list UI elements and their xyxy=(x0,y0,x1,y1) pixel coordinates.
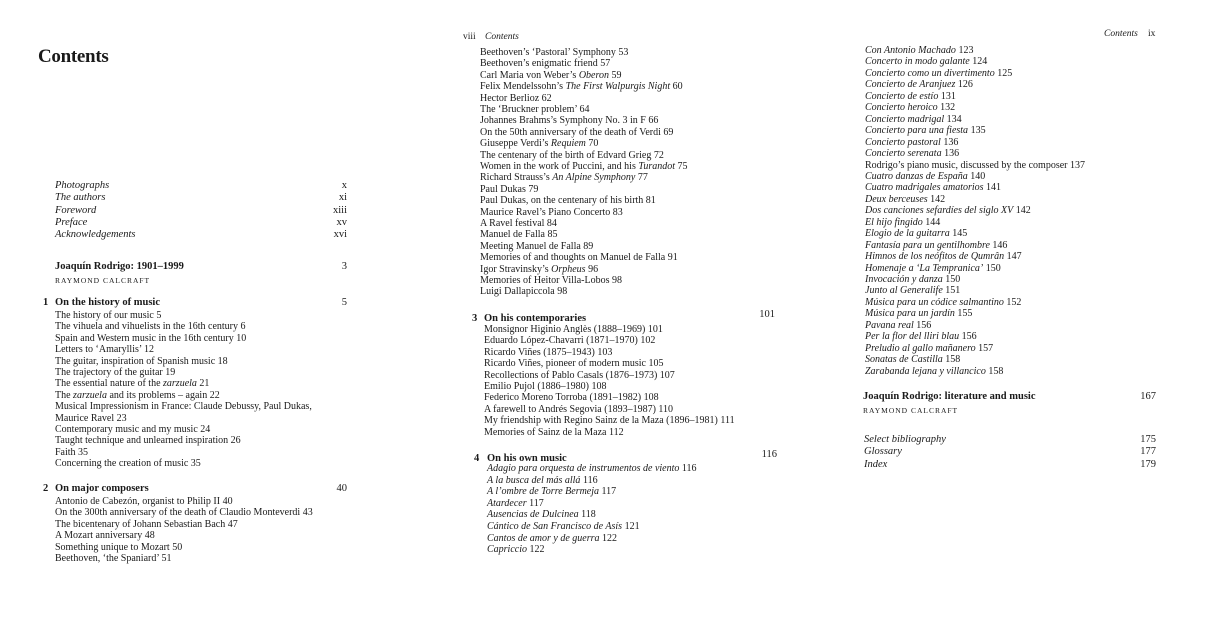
toc-entry: Hector Berlioz 62 xyxy=(480,92,552,104)
toc-entry: Rodrigo’s piano music, discussed by the composer 137 xyxy=(865,159,1085,171)
toc-entry: Musical Impressionism in France: Claude Debussy, Paul Dukas, xyxy=(55,401,312,413)
lit-title: Joaquín Rodrigo: literature and music xyxy=(863,391,1036,402)
toc-entry: Maurice Ravel’s Piano Concerto 83 xyxy=(480,206,623,218)
front-matter-page: xi xyxy=(338,192,347,204)
toc-entry: Concierto serenata 136 xyxy=(865,148,960,160)
chapter-title: On his contemporaries xyxy=(484,313,587,324)
toc-entry: Letters to ‘Amaryllis’ 12 xyxy=(55,344,154,356)
toc-entry: Johannes Brahms’s Symphony No. 3 in F 66 xyxy=(480,115,659,127)
lit-author: RAYMOND CALCRAFT xyxy=(863,406,959,415)
toc-entry: Concerning the creation of music 35 xyxy=(55,458,201,470)
toc-entry: Taught technique and unlearned inspiration 26 xyxy=(55,435,241,447)
back-matter-entry: Glossary xyxy=(864,446,902,458)
toc-entry: The trajectory of the guitar 19 xyxy=(55,367,176,378)
toc-entry: Concierto de estío 131 xyxy=(865,90,956,102)
toc-entry: Federico Moreno Torroba (1891–1982) 108 xyxy=(484,392,659,404)
toc-entry: The guitar, inspiration of Spanish music 18 xyxy=(55,355,228,367)
toc-entry: Adagio para orquesta de instrumentos de viento 116 xyxy=(487,463,697,474)
toc-entry: Cantos de amor y de guerra 122 xyxy=(487,532,617,544)
toc-entry: Zarabanda lejana y villancico 158 xyxy=(865,365,1004,377)
chapter-title: On his own music xyxy=(487,453,567,464)
toc-entry: A l’ombre de Torre Bermeja 117 xyxy=(487,486,617,498)
toc-entry: Elogio de la guitarra 145 xyxy=(865,228,968,240)
chapter-page: 101 xyxy=(759,309,775,320)
toc-entry: On the 300th anniversary of the death of Claudio Monteverdi 43 xyxy=(55,507,313,519)
toc-entry: The history of our music 5 xyxy=(55,310,162,321)
toc-entry: El hijo fingido 144 xyxy=(865,216,941,228)
intro-author: RAYMOND CALCRAFT xyxy=(55,276,151,285)
front-matter-entry: Photographs xyxy=(55,180,110,191)
toc-entry: Emilio Pujol (1886–1980) 108 xyxy=(484,381,607,392)
toc-entry: Himnos de los neófitos de Qumrân 147 xyxy=(865,251,1022,263)
front-matter-entry: Foreword xyxy=(55,204,97,216)
toc-entry: Monsignor Higinio Anglès (1888–1969) 101 xyxy=(484,324,663,335)
lit-page: 167 xyxy=(1140,391,1156,402)
page-title: Contents xyxy=(38,46,109,67)
chapter-page: 5 xyxy=(341,297,347,308)
toc-entry: Música para un códice salmantino 152 xyxy=(865,296,1022,308)
toc-entry: Concierto pastoral 136 xyxy=(865,136,959,148)
toc-entry: Recollections of Pablo Casals (1876–1973) 107 xyxy=(484,369,675,381)
running-head-page: viii xyxy=(463,32,476,42)
chapter-page: 40 xyxy=(336,483,347,494)
toc-entry: Con Antonio Machado 123 xyxy=(865,45,974,56)
toc-entry: Memories of Sainz de la Maza 112 xyxy=(484,426,624,438)
toc-entry: Ricardo Viñes, pioneer of modern music 105 xyxy=(484,358,664,370)
toc-entry: Beethoven’s ‘Pastoral’ Symphony 53 xyxy=(480,47,629,58)
toc-entry: My friendship with Regino Sainz de la Maza (1896–1981) 111 xyxy=(484,415,735,427)
intro-page: 3 xyxy=(341,261,347,272)
toc-entry: Cántico de San Francisco de Asís 121 xyxy=(487,521,640,532)
toc-entry: Invocación y danza 150 xyxy=(865,274,961,285)
toc-entry: A Ravel festival 84 xyxy=(480,218,557,229)
toc-entry: Concierto como un divertimento 125 xyxy=(865,67,1013,79)
toc-entry: Preludio al gallo mañanero 157 xyxy=(865,342,994,354)
toc-entry: Cuatro madrigales amatorios 141 xyxy=(865,182,1002,194)
chapter-number: 2 xyxy=(43,483,49,494)
toc-entry: Beethoven, ‘the Spaniard’ 51 xyxy=(55,553,172,564)
toc-entry: Contemporary music and my music 24 xyxy=(55,424,211,435)
toc-entry: Spain and Western music in the 16th century 10 xyxy=(55,332,247,344)
toc-entry: The bicentenary of Johann Sebastian Bach 47 xyxy=(55,518,238,530)
chapter-title: On the history of music xyxy=(55,297,160,308)
toc-entry: Faith 35 xyxy=(55,446,89,458)
front-matter-page: xv xyxy=(336,216,347,228)
toc-entry: Felix Mendelssohn’s The First Walpurgis Night 60 xyxy=(480,81,683,93)
front-matter-entry: The authors xyxy=(55,192,106,204)
back-matter-page: 177 xyxy=(1140,446,1156,458)
toc-entry: Manuel de Falla 85 xyxy=(480,229,558,241)
toc-entry: Giuseppe Verdi’s Requiem 70 xyxy=(480,138,599,150)
chapter-number: 1 xyxy=(43,297,49,308)
chapter-page: 116 xyxy=(761,449,777,460)
toc-entry: Concierto de Aranjuez 126 xyxy=(865,79,973,91)
running-head-title: Contents xyxy=(485,32,519,42)
toc-entry: The vihuela and vihuelists in the 16th century 6 xyxy=(55,321,246,333)
toc-entry: Fantasía para un gentilhombre 146 xyxy=(865,239,1008,251)
toc-entry: The ‘Bruckner problem’ 64 xyxy=(480,104,590,115)
back-matter-entry: Select bibliography xyxy=(864,434,946,445)
toc-entry: Women in the work of Puccini, and his Turandot 75 xyxy=(480,161,688,172)
back-matter-page: 175 xyxy=(1140,434,1156,445)
toc-entry: Concierto heroico 132 xyxy=(865,102,956,114)
toc-entry: Pavana real 156 xyxy=(865,319,932,331)
toc-entry: Paul Dukas 79 xyxy=(480,183,539,195)
back-matter-page: 179 xyxy=(1140,458,1156,470)
toc-entry: Antonio de Cabezón, organist to Philip II 40 xyxy=(55,496,233,507)
front-matter-page: xvi xyxy=(333,229,347,241)
toc-entry: Homenaje a ‘La Tempranica’ 150 xyxy=(865,262,1001,274)
toc-entry: Atardecer 117 xyxy=(487,497,544,509)
toc-entry: A Mozart anniversary 48 xyxy=(55,530,155,542)
toc-entry: Igor Stravinsky’s Orpheus 96 xyxy=(480,263,599,275)
running-head-title: Contents xyxy=(1104,29,1138,39)
toc-entry: Maurice Ravel 23 xyxy=(55,412,127,424)
toc-entry: On the 50th anniversary of the death of Verdi 69 xyxy=(480,126,674,138)
toc-entry: The centenary of the birth of Edvard Grieg 72 xyxy=(480,149,664,161)
front-matter-page: x xyxy=(341,180,347,191)
toc-entry: Luigi Dallapiccola 98 xyxy=(480,286,568,298)
toc-entry: Junto al Generalife 151 xyxy=(865,285,961,297)
toc-entry: The zarzuela and its problems – again 22 xyxy=(55,389,220,401)
toc-entry: Concerto in modo galante 124 xyxy=(865,56,988,68)
toc-entry: Capriccio 122 xyxy=(487,544,545,556)
toc-entry: Carl Maria von Weber’s Oberon 59 xyxy=(480,69,622,81)
front-matter-entry: Acknowledgements xyxy=(55,229,136,241)
chapter-title: On major composers xyxy=(55,483,149,494)
front-matter-page: xiii xyxy=(332,204,347,216)
toc-entry: Dos canciones sefardíes del siglo XV 142 xyxy=(865,205,1031,217)
toc-entry: Memories of Heitor Villa-Lobos 98 xyxy=(480,275,622,286)
toc-entry: Paul Dukas, on the centenary of his birth 81 xyxy=(480,195,656,207)
toc-entry: The essential nature of the zarzuela 21 xyxy=(55,378,210,390)
toc-entry: Eduardo López-Chavarri (1871–1970) 102 xyxy=(484,335,656,347)
toc-entry: Memories of and thoughts on Manuel de Falla 91 xyxy=(480,252,678,264)
toc-entry: Sonatas de Castilla 158 xyxy=(865,354,961,366)
toc-entry: Something unique to Mozart 50 xyxy=(55,541,183,553)
toc-entry: Deux berceuses 142 xyxy=(865,193,946,205)
intro-title: Joaquín Rodrigo: 1901–1999 xyxy=(55,261,184,272)
toc-entry: Concierto para una fiesta 135 xyxy=(865,125,986,137)
toc-entry: Meeting Manuel de Falla 89 xyxy=(480,240,594,252)
toc-entry: Per la flor del lliri blau 156 xyxy=(865,331,977,343)
toc-entry: Ausencias de Dulcinea 118 xyxy=(487,509,596,521)
toc-entry: Beethoven’s enigmatic friend 57 xyxy=(480,58,611,70)
chapter-number: 4 xyxy=(474,453,480,464)
running-head-page: ix xyxy=(1148,29,1156,39)
toc-entry: Cuatro danzas de España 140 xyxy=(865,170,986,182)
toc-entry: Música para un jardín 155 xyxy=(865,308,973,320)
toc-entry: Richard Strauss’s An Alpine Symphony 77 xyxy=(480,172,648,184)
toc-entry: A farewell to Andrés Segovia (1893–1987) 110 xyxy=(484,403,674,415)
back-matter-entry: Index xyxy=(864,458,888,470)
front-matter-entry: Preface xyxy=(55,216,88,228)
toc-entry: A la busca del más allá 116 xyxy=(487,474,598,486)
chapter-number: 3 xyxy=(472,313,478,324)
toc-entry: Ricardo Viñes (1875–1943) 103 xyxy=(484,346,613,358)
toc-entry: Concierto madrigal 134 xyxy=(865,113,962,125)
